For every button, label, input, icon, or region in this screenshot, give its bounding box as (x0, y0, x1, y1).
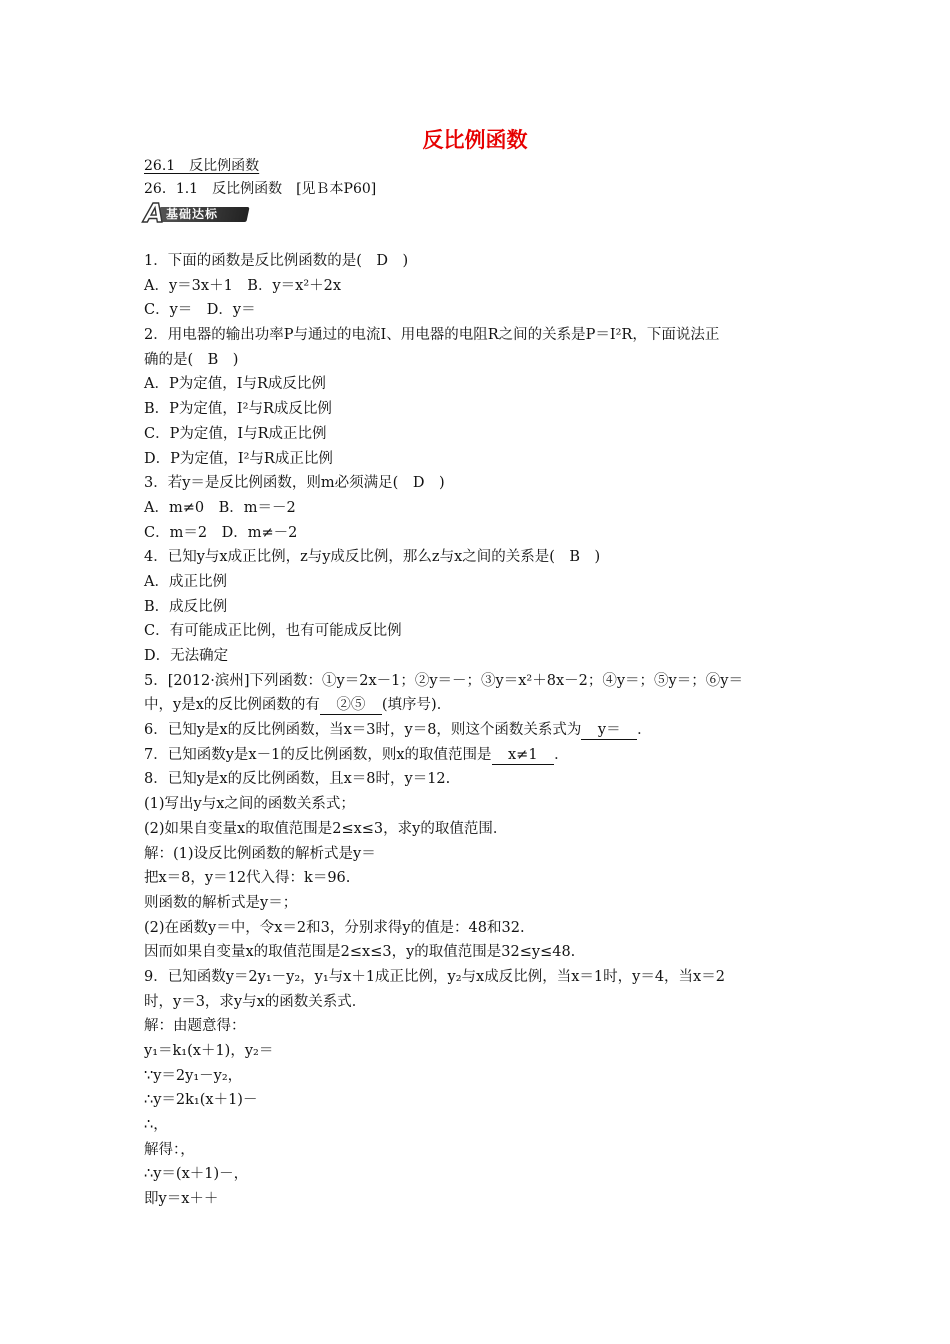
text-line: 中，y是x的反比例函数的有 ②⑤ (填序号)． (144, 697, 452, 714)
text-line: 解：(1)设反比例函数的解析式是y＝ (144, 845, 376, 862)
text-line: 时，y＝3，求y与x的函数关系式． (144, 993, 367, 1010)
text-line: C．y＝ D．y＝ (144, 302, 256, 319)
badge-label: 基础达标 (166, 207, 219, 221)
document-title: 反比例函数 (422, 128, 528, 152)
text-line: 4．已知y与x成正比例，z与y成反比例，那么z与x之间的关系是( B ) (144, 549, 601, 566)
text-line: C．m＝2 D．m≠－2 (144, 524, 298, 541)
text-line: (1)写出y与x之间的函数关系式； (144, 796, 355, 813)
exercise-body (144, 249, 824, 1212)
text-line: (2)在函数y＝中，令x＝2和3，分别求得y的值是：48和32. (144, 919, 525, 936)
basic-level-badge (144, 200, 250, 228)
answer-blank: x≠1 (493, 746, 553, 763)
text-line: 解得：， (144, 1141, 195, 1158)
text-line: ∴， (144, 1117, 168, 1134)
text-line: y₁＝k₁(x＋1)，y₂＝ (144, 1043, 274, 1059)
text-line: B．P为定值，I²与R成反比例 (144, 401, 332, 418)
text-line: 6．已知y是x的反比例函数，当x＝3时，y＝8，则这个函数关系式为 y＝ ． (144, 722, 652, 739)
text-line: 则函数的解析式是y＝； (144, 894, 298, 911)
text-line: 5．[2012·滨州]下列函数：①y＝2x－1；②y＝－；③y＝x²＋8x－2；④y＝；⑤y＝；⑥y＝ (144, 672, 743, 689)
text-line: 解：由题意得： (144, 1018, 246, 1035)
text-line: (2)如果自变量x的取值范围是2≤x≤3，求y的取值范围． (144, 820, 508, 837)
text-line: ∵y＝2y₁－y₂， (144, 1067, 243, 1084)
answer-blank: y＝ (583, 722, 636, 739)
badge-letter: A (144, 199, 165, 229)
text-line: 2．用电器的输出功率P与通过的电流I、用电器的电阻R之间的关系是P＝I²R，下面说法正 (144, 327, 720, 344)
text-line: ∴y＝(x＋1)－， (144, 1166, 249, 1183)
text-line: C．P为定值，I与R成正比例 (144, 425, 327, 442)
text-line: 1．下面的函数是反比例函数的是( D ) (144, 253, 409, 269)
text-line: 7．已知函数y是x－1的反比例函数，则x的取值范围是 x≠1 ． (144, 746, 569, 763)
text-line: A．m≠0 B．m＝－2 (144, 499, 296, 516)
text-line: ∴y＝2k₁(x＋1)－ (144, 1092, 258, 1109)
text-line: D．无法确定 (144, 648, 229, 664)
answer-blank: ②⑤ (321, 697, 380, 714)
text-line: 因而如果自变量x的取值范围是2≤x≤3，y的取值范围是32≤y≤48. (144, 944, 576, 961)
text-line: 把x＝8，y＝12代入得：k＝96. (144, 870, 351, 887)
text-line: A．P为定值，I与R成反比例 (144, 376, 326, 393)
text-line: 9．已知函数y＝2y₁－y₂，y₁与x＋1成正比例，y₂与x成反比例，当x＝1时，y＝4，当x＝2 (144, 968, 725, 985)
text-line: C．有可能成正比例，也有可能成反比例 (144, 623, 402, 640)
text-line: A．成正比例 (144, 573, 227, 590)
section-heading: 26.1 反比例函数 (144, 158, 260, 174)
text-line: 即y＝x＋＋ (144, 1191, 219, 1208)
text-line: D．P为定值，I²与R成正比例 (144, 450, 333, 467)
text-line: B．成反比例 (144, 598, 228, 615)
text-line: 确的是( B ) (144, 351, 239, 368)
text-line: 3．若y＝是反比例函数，则m必须满足( D ) (144, 475, 445, 492)
subsection-heading: 26．1.1 反比例函数 [见Ｂ本P60] (144, 181, 377, 197)
text-line: 8．已知y是x的反比例函数，且x＝8时，y＝12. (144, 771, 451, 788)
text-line: A．y＝3x＋1 B．y＝x²＋2x (144, 277, 342, 294)
